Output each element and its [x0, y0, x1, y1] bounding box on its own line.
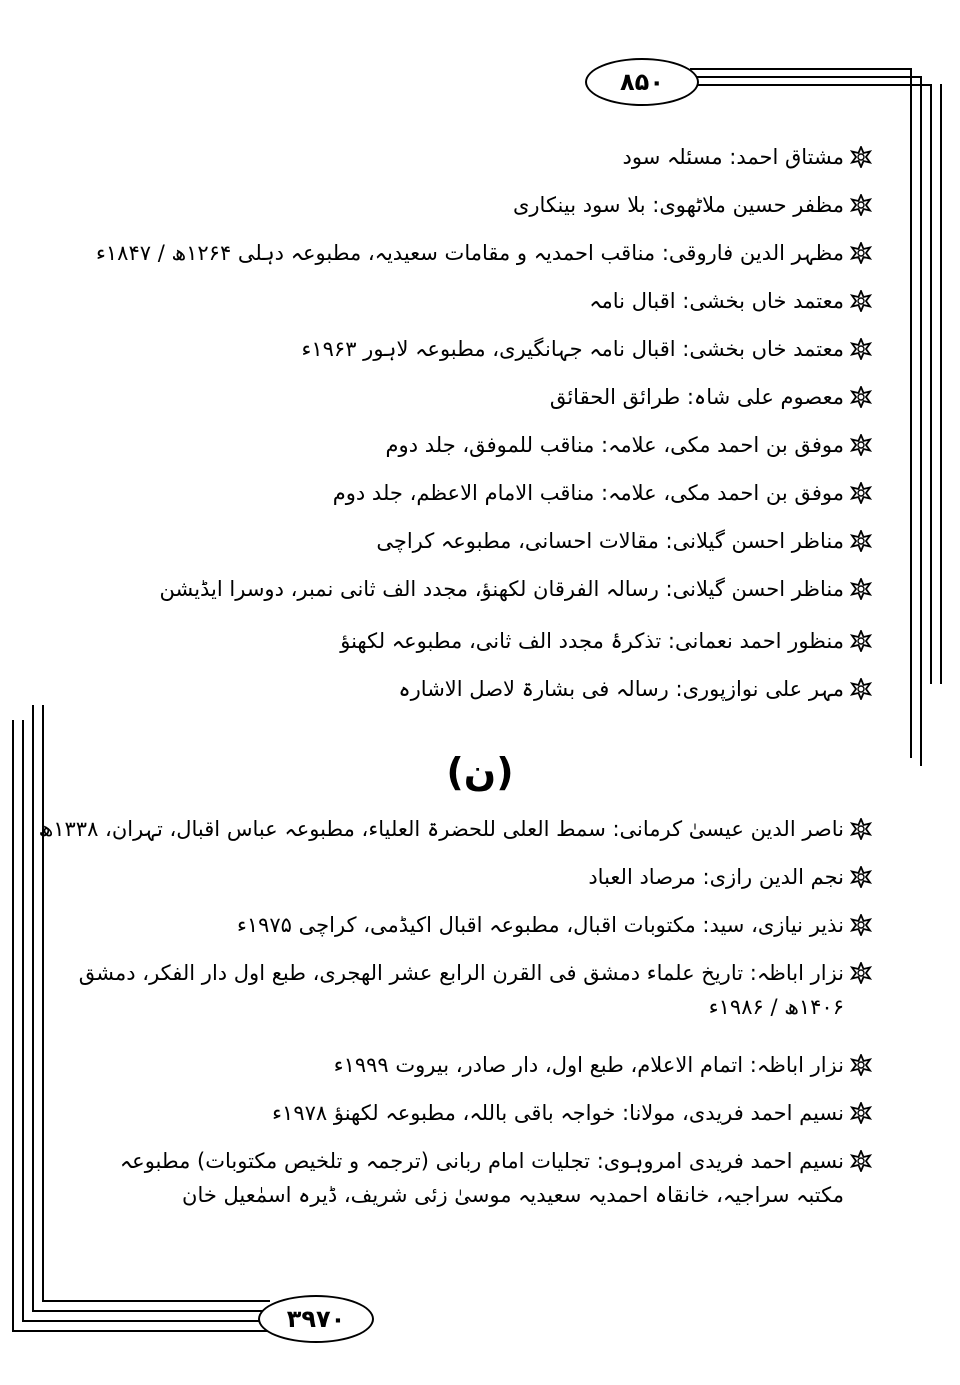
bibliography-entry: معتمد خاں بخشی: اقبال نامہ جہانگیری، مطبوعہ لاہور ۱۹۶۳ء: [301, 337, 844, 361]
page-number-footer-text: ۳۹۷۰: [286, 1305, 346, 1333]
flower-star-icon: [850, 482, 872, 504]
frame-top-line-3: [690, 84, 932, 86]
bibliography-entry: مظفر حسین ملاٹھوی: بلا سود بینکاری: [512, 193, 844, 217]
frame-right-line-4: [940, 84, 942, 684]
bibliography-entry: ناصر الدین عیسیٰ کرمانی: سمط العلی للحضرۃ العلیاء، مطبوعہ عباس اقبال، تہران، ۱۳۳۸ھ: [38, 817, 844, 841]
flower-star-icon: [850, 146, 872, 168]
flower-star-icon: [850, 290, 872, 312]
flower-star-icon: [850, 338, 872, 360]
page-number-header-text: ۸۵۰: [620, 68, 664, 96]
flower-star-icon: [850, 914, 872, 936]
bibliography-entry: معتمد خاں بخشی: اقبال نامہ: [589, 289, 844, 313]
bibliography-entry: موفق بن احمد مکی، علامہ: مناقب للموفق، جلد دوم: [385, 433, 844, 457]
bibliography-entry: نجم الدین رازی: مرصاد العباد: [588, 865, 844, 889]
frame-right-line-2: [920, 76, 922, 766]
bibliography-entry: معصوم علی شاہ: طرائق الحقائق: [549, 385, 844, 409]
bibliography-entry: مناظر احسن گیلانی: مقالات احسانی، مطبوعہ کراچی: [376, 529, 844, 553]
frame-left-line-2: [22, 720, 24, 1320]
page-number-footer: [258, 1295, 374, 1343]
section-heading: (ن): [446, 750, 514, 794]
frame-right-line-3: [930, 84, 932, 684]
bibliography-entry: مشتاق احمد: مسئلہ سود: [622, 145, 844, 169]
frame-left-line-4: [42, 705, 44, 1300]
flower-star-icon: [850, 194, 872, 216]
flower-star-icon: [850, 434, 872, 456]
flower-star-icon: [850, 818, 872, 840]
flower-star-icon: [850, 962, 872, 984]
flower-star-icon: [850, 1054, 872, 1076]
frame-top-line-1: [690, 68, 912, 70]
frame-left-line-3: [32, 705, 34, 1310]
frame-right-line-1: [910, 68, 912, 758]
flower-star-icon: [850, 1150, 872, 1172]
page-number-header: [585, 58, 699, 106]
frame-top-line-2: [690, 76, 922, 78]
flower-star-icon: [850, 578, 872, 600]
flower-star-icon: [850, 630, 872, 652]
bibliography-entry: مظہر الدین فاروقی: مناقب احمدیہ و مقامات سعیدیہ، مطبوعہ دہلی ۱۲۶۴ھ / ۱۸۴۷ء: [96, 241, 844, 265]
flower-star-icon: [850, 866, 872, 888]
frame-bottom-line-3: [22, 1320, 270, 1322]
bibliography-entry: مناظر احسن گیلانی: رسالہ الفرقان لکھنؤ، مجدد الف ثانی نمبر، دوسرا ایڈیشن: [159, 577, 844, 601]
frame-bottom-line-4: [12, 1330, 270, 1332]
bibliography-entry: مہر علی نوازپوری: رسالہ فی بشارۃ لاصل الاشارہ: [398, 677, 844, 701]
bibliography-entry: نسیم احمد فریدی امروہوی: تجلیات امام ربانی (ترجمہ و تلخیص مکتوبات) مطبوعہ مکتبہ سراجیہ، خانقاہ احمدیہ سعیدیہ موسیٰ زئی شریف، ڈیرہ اسمٰعیل خان: [119, 1149, 844, 1207]
bibliography-entry: نزار اباظہ: اتمام الاعلام، طبع اول، دار صادر، بیروت ۱۹۹۹ء: [333, 1053, 844, 1077]
flower-star-icon: [850, 242, 872, 264]
bibliography-entry: نسیم احمد فریدی، مولانا: خواجہ باقی باللہ، مطبوعہ لکھنؤ ۱۹۷۸ء: [272, 1101, 844, 1125]
flower-star-icon: [850, 1102, 872, 1124]
frame-left-line-1: [12, 720, 14, 1330]
frame-bottom-line-1: [42, 1300, 270, 1302]
frame-bottom-line-2: [32, 1310, 270, 1312]
flower-star-icon: [850, 530, 872, 552]
flower-star-icon: [850, 386, 872, 408]
bibliography-entry: منظور احمد نعمانی: تذکرۂ مجدد الف ثانی، مطبوعہ لکھنؤ: [340, 629, 844, 653]
flower-star-icon: [850, 678, 872, 700]
bibliography-entry: نذیر نیازی، سید: مکتوبات اقبال، مطبوعہ اقبال اکیڈمی، کراچی ۱۹۷۵ء: [236, 913, 844, 937]
bibliography-entry: نزار اباظہ: تاریخ علماء دمشق فی القرن الرابع عشر الهجری، طبع اول دار الفکر، دمشق ۱۴۰۶ھ / ۱۹۸۶ء: [78, 961, 844, 1019]
bibliography-entry: موفق بن احمد مکی، علامہ: مناقب الامام الاعظم، جلد دوم: [332, 481, 844, 505]
